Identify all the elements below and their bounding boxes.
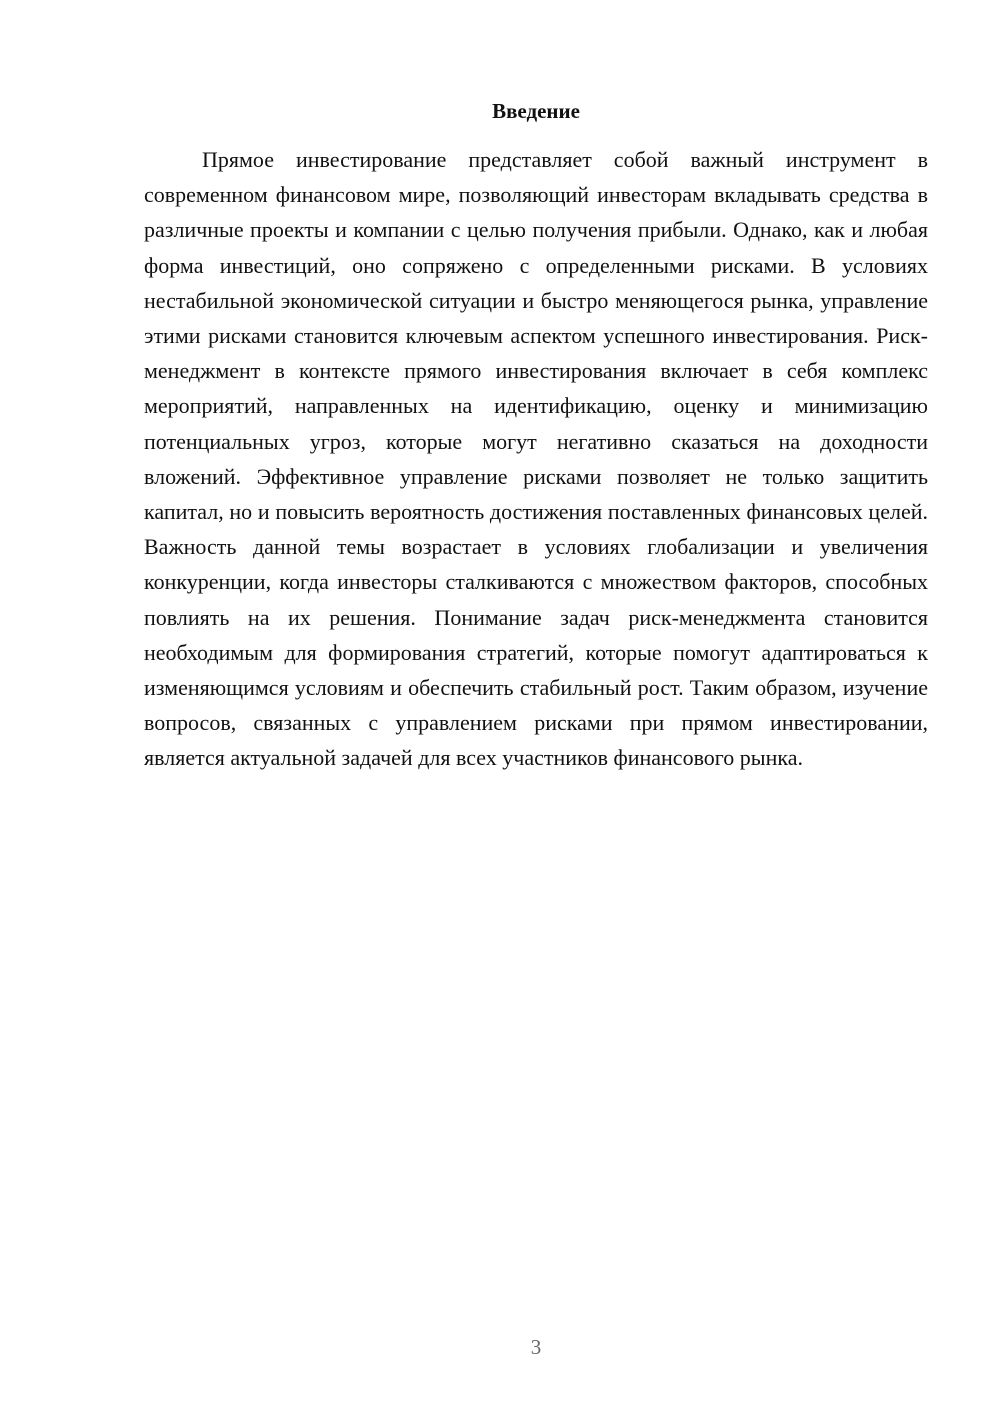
body-paragraph: Прямое инвестирование представляет собой важный инструмент в современном финансовом мире, позволяющий инвесторам вкладывать средства в различные проекты и компании с целью получения прибыли. Однако, как и любая форма инвестиций, оно сопряжено с определенными рисками. В условиях нестабильной экономической ситуации и быстро меняющегося рынка, управление этими рисками становится ключевым аспектом успешного инвестирования. Риск-менеджмент в контексте прямого инвестирования включает в себя комплекс мероприятий, направленных на идентификацию, оценку и минимизацию потенциальных угроз, которые могут негативно сказаться на доходности вложений. Эффективное управление рисками позволяет не только защитить капитал, но и повысить вероятность достижения поставленных финансовых целей. Важность данной темы возрастает в условиях глобализации и увеличения конкуренции, когда инвесторы сталкиваются с множеством факторов, способных повлиять на их решения. Понимание задач риск-менеджмента становится необходимым для формирования стратегий, которые помогут адаптироваться к изменяющимся условиям и обеспечить стабильный рост. Таким образом, изучение вопросов, связанных с управлением рисками при прямом инвестировании, является актуальной задачей для всех участников финансового рынка. [144, 147, 928, 771]
section-heading: Введение [492, 99, 580, 123]
page-number: 3 [530, 1335, 542, 1359]
